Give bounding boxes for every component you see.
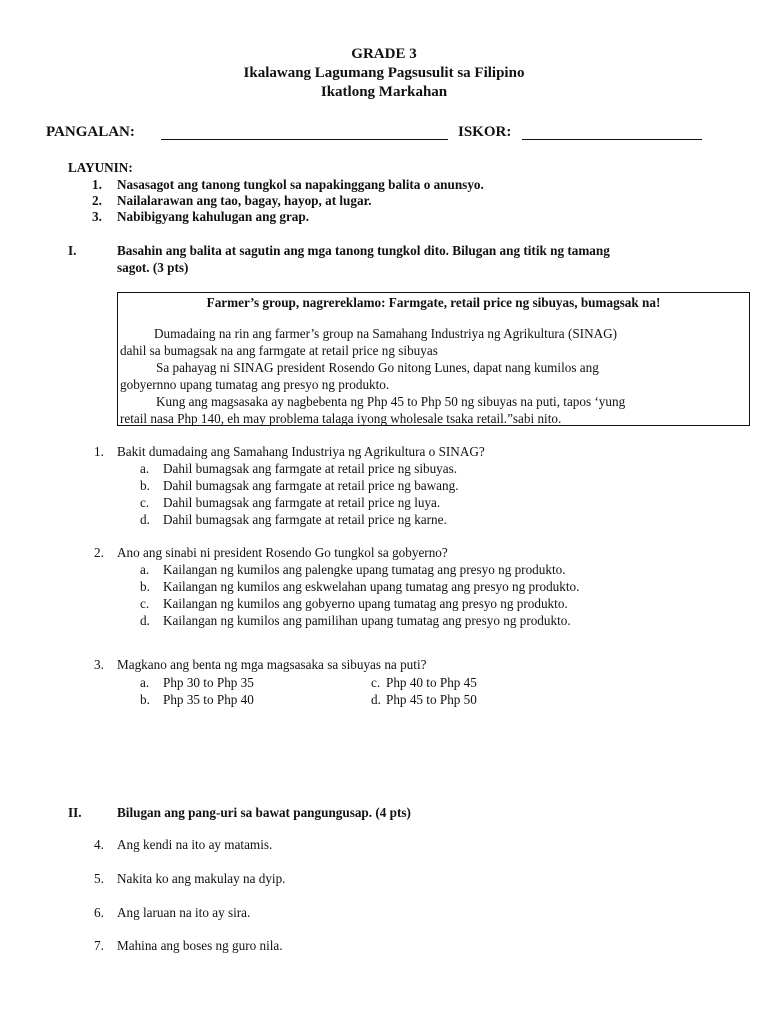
item-num: 7. [94, 938, 104, 953]
choice-letter: b. [140, 692, 150, 707]
news-line: Kung ang magsasaka ay nagbebenta ng Php 45 to Php 50 ng sibuyas na puti, tapos ‘yung [156, 394, 626, 409]
news-line: gobyernno upang tumatag ang presyo ng produkto. [120, 377, 390, 392]
part1-roman: I. [68, 243, 77, 258]
part2-instruction: Bilugan ang pang-uri sa bawat pangungusap. (4 pts) [117, 805, 411, 820]
score-label: ISKOR: [458, 124, 512, 140]
news-line: Sa pahayag ni SINAG president Rosendo Go nitong Lunes, dapat nang kumilos ang [156, 360, 599, 375]
choice-letter: d. [371, 692, 381, 707]
choice-text: Dahil bumagsak ang farmgate at retail price ng bawang. [163, 478, 459, 493]
objective-num: 2. [92, 193, 102, 208]
news-headline: Farmer’s group, nagrereklamo: Farmgate, retail price ng sibuyas, bumagsak na! [206, 295, 661, 310]
item-sentence: Ang kendi na ito ay matamis. [117, 837, 273, 852]
part1-instruction-cont: sagot. (3 pts) [117, 260, 189, 275]
choice-text: Kailangan ng kumilos ang palengke upang tumatag ang presyo ng produkto. [163, 562, 566, 577]
grade-heading: GRADE 3 [351, 46, 417, 62]
question-num: 3. [94, 657, 104, 672]
choice-text: Dahil bumagsak ang farmgate at retail price ng luya. [163, 495, 441, 510]
news-line: retail nasa Php 140, eh may problema talaga iyong wholesale tsaka retail.”sabi nito. [120, 411, 562, 426]
choice-text: Php 30 to Php 35 [163, 675, 254, 690]
choice-text: Php 40 to Php 45 [386, 675, 477, 690]
news-line: dahil sa bumagsak na ang farmgate at retail price ng sibuyas [120, 343, 438, 358]
objective-text: Nasasagot ang tanong tungkol sa napakinggang balita o anunsyo. [117, 177, 484, 192]
name-blank-line [161, 126, 448, 140]
score-blank-line [522, 126, 702, 140]
objective-text: Nailalarawan ang tao, bagay, hayop, at lugar. [117, 193, 372, 208]
choice-letter: d. [140, 512, 150, 527]
name-label: PANGALAN: [46, 124, 135, 140]
question-num: 2. [94, 545, 104, 560]
choice-text: Kailangan ng kumilos ang gobyerno upang tumatag ang presyo ng produkto. [163, 596, 568, 611]
question-text: Ano ang sinabi ni president Rosendo Go tungkol sa gobyerno? [117, 545, 448, 560]
quarter-heading: Ikatlong Markahan [320, 84, 448, 100]
choice-letter: a. [140, 461, 150, 476]
item-sentence: Mahina ang boses ng guro nila. [117, 938, 283, 953]
part1-instruction: Basahin ang balita at sagutin ang mga tanong tungkol dito. Bilugan ang titik ng tamang [117, 243, 610, 258]
item-num: 5. [94, 871, 104, 886]
objective-num: 1. [92, 177, 102, 192]
choice-letter: d. [140, 613, 150, 628]
question-num: 1. [94, 444, 104, 459]
item-sentence: Nakita ko ang makulay na dyip. [117, 871, 286, 886]
choice-letter: a. [140, 675, 150, 690]
choice-text: Php 35 to Php 40 [163, 692, 254, 707]
choice-text: Kailangan ng kumilos ang eskwelahan upang tumatag ang presyo ng produkto. [163, 579, 580, 594]
objective-num: 3. [92, 209, 102, 224]
objectives-heading: LAYUNIN: [68, 160, 133, 175]
choice-text: Kailangan ng kumilos ang pamilihan upang tumatag ang presyo ng produkto. [163, 613, 571, 628]
exam-title: Ikalawang Lagumang Pagsusulit sa Filipino [243, 65, 525, 81]
question-text: Magkano ang benta ng mga magsasaka sa sibuyas na puti? [117, 657, 427, 672]
choice-letter: c. [140, 495, 150, 510]
choice-letter: c. [140, 596, 150, 611]
item-sentence: Ang laruan na ito ay sira. [117, 905, 251, 920]
question-text: Bakit dumadaing ang Samahang Industriya ng Agrikultura o SINAG? [117, 444, 485, 459]
news-line: Dumadaing na rin ang farmer’s group na Samahang Industriya ng Agrikultura (SINAG) [154, 326, 618, 341]
part2-roman: II. [68, 805, 82, 820]
choice-letter: a. [140, 562, 150, 577]
item-num: 4. [94, 837, 104, 852]
choice-text: Php 45 to Php 50 [386, 692, 477, 707]
objective-text: Nabibigyang kahulugan ang grap. [117, 209, 310, 224]
choice-text: Dahil bumagsak ang farmgate at retail price ng sibuyas. [163, 461, 458, 476]
item-num: 6. [94, 905, 104, 920]
choice-letter: b. [140, 579, 150, 594]
choice-letter: b. [140, 478, 150, 493]
choice-text: Dahil bumagsak ang farmgate at retail price ng karne. [163, 512, 447, 527]
choice-letter: c. [371, 675, 381, 690]
